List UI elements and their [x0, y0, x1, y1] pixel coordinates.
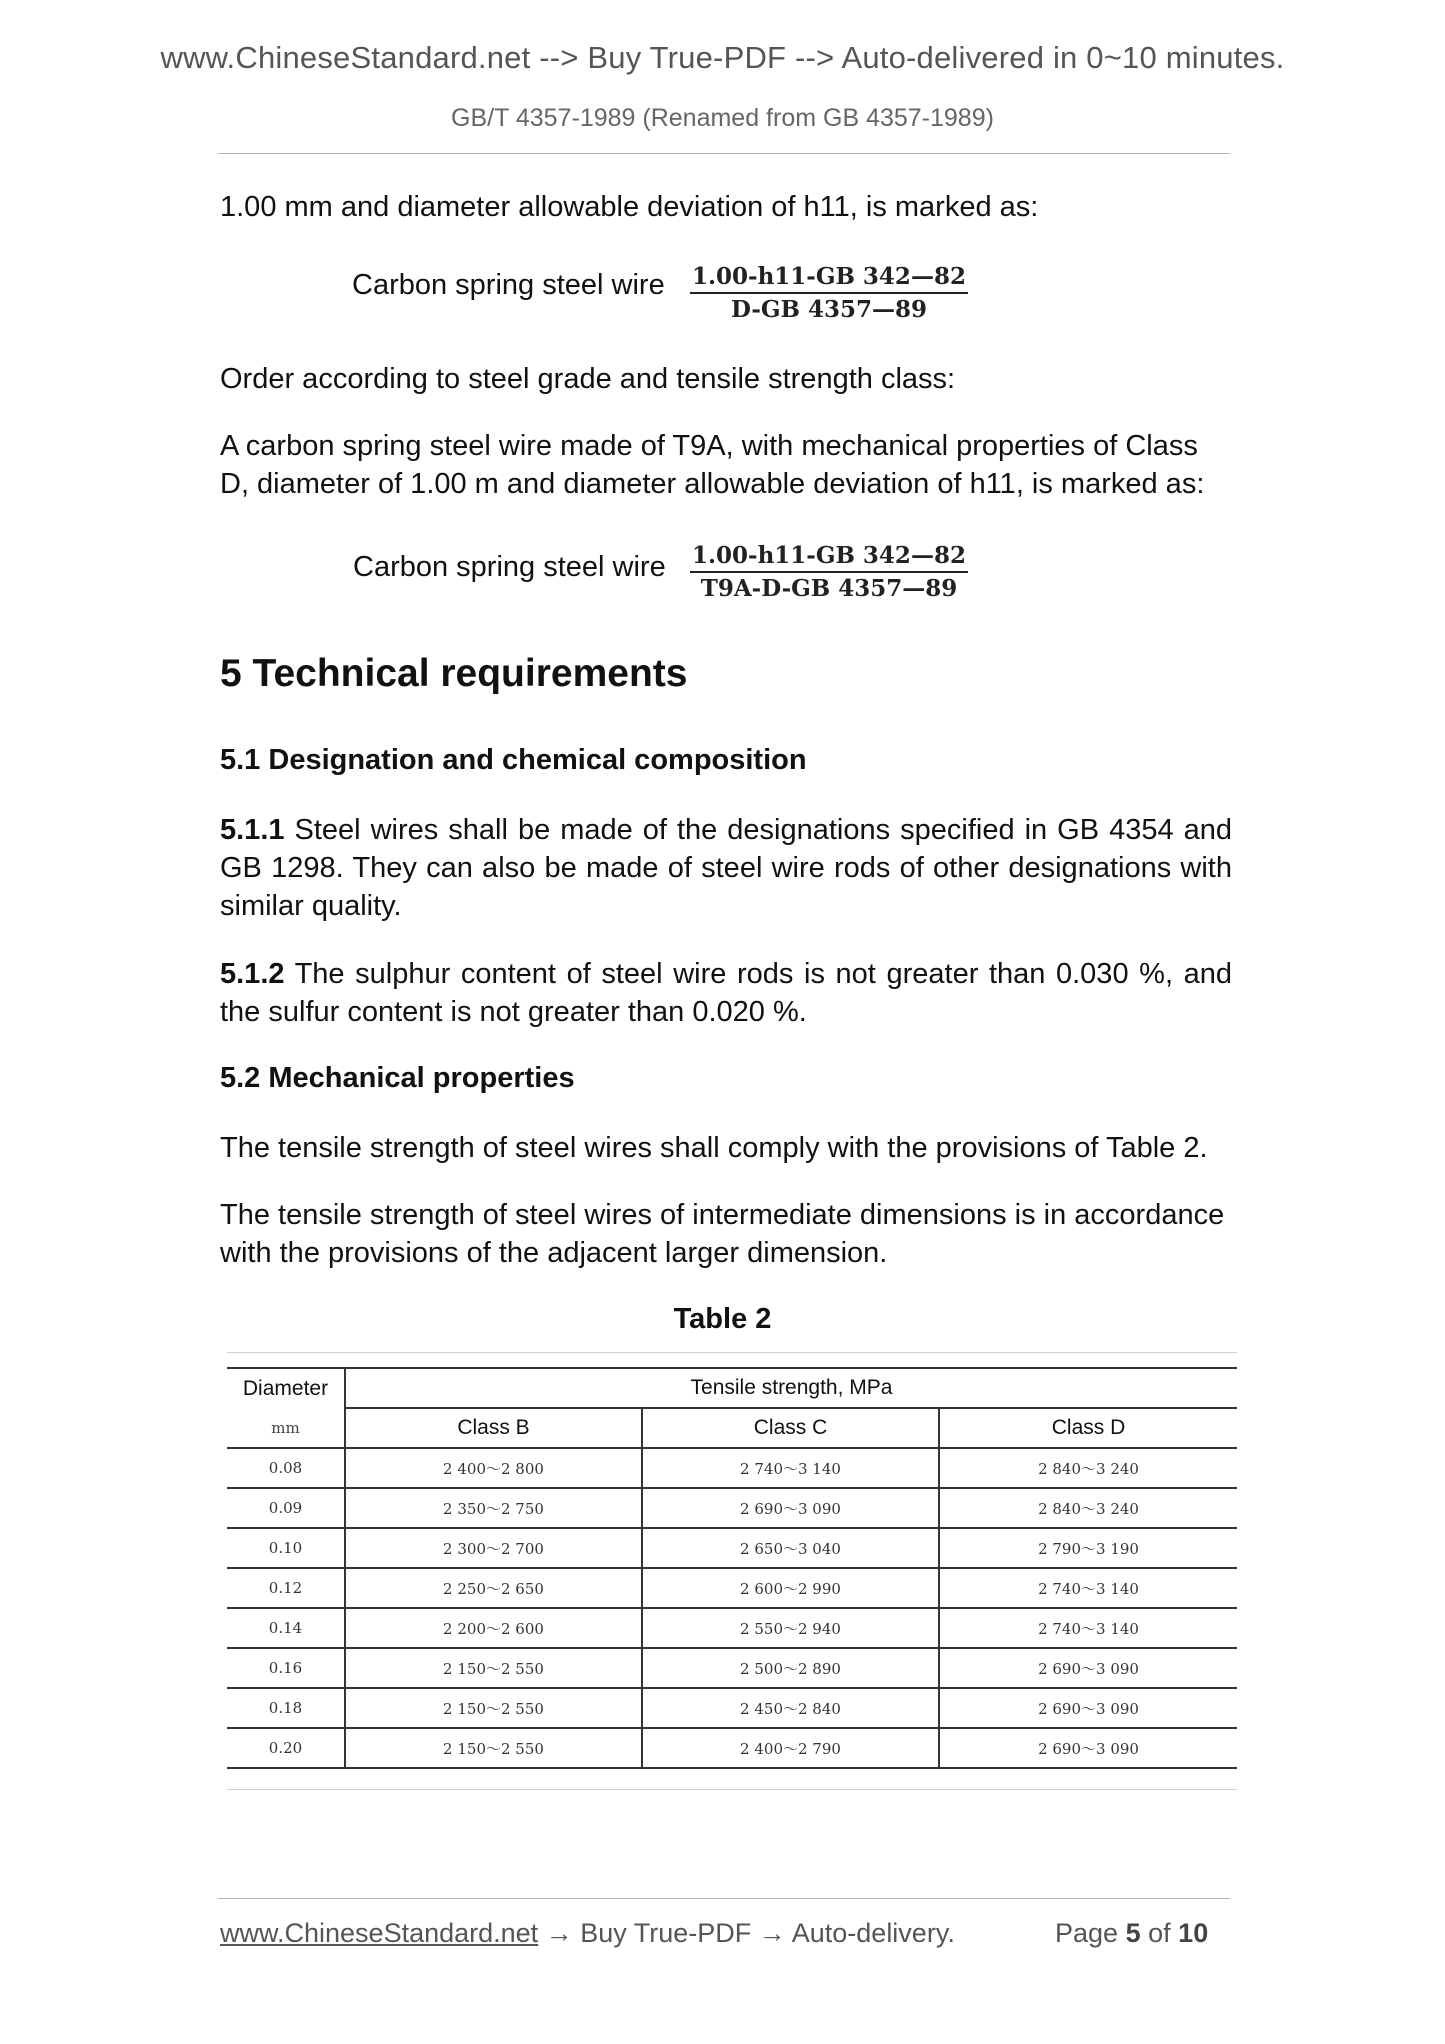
mark1-fraction [690, 263, 968, 323]
diameter-cell: 0.14 [227, 1608, 345, 1648]
class-d-cell: 2 790～3 190 [939, 1528, 1237, 1568]
order-line: Order according to steel grade and tensile strength class: [220, 363, 956, 395]
clause-5-1-1-text: Steel wires shall be made of the designations specified in GB 4354 and GB 1298. They can also be made of steel wire rods of other designations with similar quality. [220, 814, 1232, 922]
header-divider [218, 153, 1230, 154]
class-b-cell: 2 150～2 550 [345, 1648, 642, 1688]
of-word: of [1148, 1918, 1171, 1948]
footer-divider [218, 1898, 1230, 1899]
class-d-cell: 2 690～3 090 [939, 1688, 1237, 1728]
diameter-header: Diameter [227, 1368, 345, 1408]
class-d-cell: 2 840～3 240 [939, 1448, 1237, 1488]
page-number: 5 [1125, 1918, 1141, 1948]
table-row [227, 1528, 1237, 1568]
page-indicator [1055, 1918, 1208, 1949]
class-c-cell: 2 690～3 090 [642, 1488, 939, 1528]
class-d-cell: 2 740～3 140 [939, 1608, 1237, 1648]
diameter-cell: 0.09 [227, 1488, 345, 1528]
site-banner: www.ChineseStandard.net --> Buy True-PDF --> Auto-delivered in 0~10 minutes. [160, 40, 1285, 75]
diameter-cell: 0.08 [227, 1448, 345, 1488]
class-b-cell: 2 200～2 600 [345, 1608, 642, 1648]
class-b-cell: 2 400～2 800 [345, 1448, 642, 1488]
mark1-numerator: 1.00-h11-GB 342—82 [690, 263, 968, 294]
subsection-5-1-heading: 5.1 Designation and chemical composition [220, 744, 807, 776]
tensile-strength-header: Tensile strength, MPa [345, 1368, 1237, 1408]
class-c-cell: 2 600～2 990 [642, 1568, 939, 1608]
class-b-cell: 2 300～2 700 [345, 1528, 642, 1568]
table-2-image [227, 1352, 1237, 1790]
clause-5-1-1-number: 5.1.1 [220, 814, 285, 846]
footer-promo-text: → Buy True-PDF → Auto-delivery. [538, 1918, 955, 1948]
table-row [227, 1488, 1237, 1528]
table-title: Table 2 [673, 1303, 772, 1335]
class-c-cell: 2 450～2 840 [642, 1688, 939, 1728]
diameter-cell: 0.18 [227, 1688, 345, 1728]
table-row [227, 1448, 1237, 1488]
class-c-cell: 2 550～2 940 [642, 1608, 939, 1648]
clause-5-1-2 [220, 955, 1232, 1031]
class-b-cell: 2 250～2 650 [345, 1568, 642, 1608]
footer-site-link[interactable]: www.ChineseStandard.net [220, 1918, 539, 1948]
diameter-cell: 0.20 [227, 1728, 345, 1768]
mark2-denominator: T9A-D-GB 4357—89 [700, 575, 958, 602]
mark2-fraction [690, 542, 968, 602]
section-heading: 5 Technical requirements [220, 652, 688, 695]
class-d-cell: 2 740～3 140 [939, 1568, 1237, 1608]
mark1-denominator: D-GB 4357—89 [730, 296, 927, 323]
mark2-numerator: 1.00-h11-GB 342—82 [690, 542, 968, 573]
mech-paragraph-1: The tensile strength of steel wires shall comply with the provisions of Table 2. [220, 1132, 1208, 1164]
diameter-cell: 0.10 [227, 1528, 345, 1568]
t9a-paragraph: A carbon spring steel wire made of T9A, with mechanical properties of Class D, diameter of 1.00 m and diameter allowable deviation of h11, is marked as: [220, 430, 1205, 500]
class-d-cell: 2 690～3 090 [939, 1728, 1237, 1768]
class-c-cell: 2 500～2 890 [642, 1648, 939, 1688]
class-c-cell: 2 400～2 790 [642, 1728, 939, 1768]
mech-paragraph-2: The tensile strength of steel wires of intermediate dimensions is in accordance with the provisions of the adjacent larger dimension. [220, 1199, 1225, 1269]
mark1-label: Carbon spring steel wire [352, 269, 665, 301]
table-header-row [227, 1368, 1237, 1408]
table-row [227, 1568, 1237, 1608]
table-row [227, 1728, 1237, 1768]
table-row [227, 1608, 1237, 1648]
table-subheader-row [227, 1408, 1237, 1448]
mark2-label: Carbon spring steel wire [353, 551, 666, 583]
class-c-cell: 2 650～3 040 [642, 1528, 939, 1568]
tensile-strength-table [227, 1367, 1237, 1769]
class-d-cell: 2 690～3 090 [939, 1648, 1237, 1688]
class-b-header: Class B [345, 1408, 642, 1448]
diameter-cell: 0.12 [227, 1568, 345, 1608]
table-row [227, 1688, 1237, 1728]
table-row [227, 1648, 1237, 1688]
class-b-cell: 2 150～2 550 [345, 1688, 642, 1728]
footer-promo [220, 1918, 955, 1949]
clause-5-1-2-text: The sulphur content of steel wire rods is not greater than 0.030 %, and the sulfur content is not greater than 0.020 %. [220, 958, 1232, 1028]
intro-line: 1.00 mm and diameter allowable deviation of h11, is marked as: [220, 191, 1039, 223]
class-c-header: Class C [642, 1408, 939, 1448]
standard-id: GB/T 4357-1989 (Renamed from GB 4357-1989) [451, 104, 994, 132]
class-b-cell: 2 350～2 750 [345, 1488, 642, 1528]
page-total: 10 [1178, 1918, 1209, 1948]
subsection-5-2-heading: 5.2 Mechanical properties [220, 1062, 575, 1094]
diameter-cell: 0.16 [227, 1648, 345, 1688]
clause-5-1-2-number: 5.1.2 [220, 958, 285, 990]
class-d-header: Class D [939, 1408, 1237, 1448]
class-d-cell: 2 840～3 240 [939, 1488, 1237, 1528]
clause-5-1-1 [220, 811, 1232, 925]
class-c-cell: 2 740～3 140 [642, 1448, 939, 1488]
diameter-unit: mm [227, 1408, 345, 1448]
page-word: Page [1055, 1918, 1119, 1948]
class-b-cell: 2 150～2 550 [345, 1728, 642, 1768]
